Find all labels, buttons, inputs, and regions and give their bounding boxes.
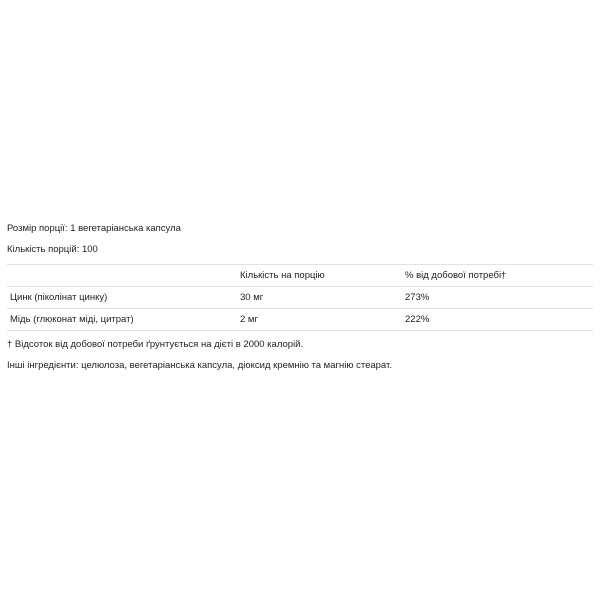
header-daily-value: % від добової потребі† [405,265,593,287]
header-amount-per-serving: Кількість на порцію [240,265,405,287]
ingredient-amount: 2 мг [240,309,405,331]
table-row [7,287,593,309]
serving-size: Розмір порції: 1 вегетаріанська капсула [7,223,181,234]
servings-per-container: Кількість порцій: 100 [7,244,98,255]
ingredient-amount: 30 мг [240,287,405,309]
other-ingredients: Інші інгредієнти: целюлоза, вегетаріанська капсула, діоксид кремнію та магнію стеарат. [7,360,392,371]
table-header-row [7,265,593,287]
ingredient-daily-value: 222% [405,309,593,331]
ingredient-name: Цинк (піколінат цинку) [7,287,240,309]
nutrition-table [7,264,593,331]
supplement-facts [7,222,593,373]
daily-value-footnote: † Відсоток від добової потреби ґрунтується на дієті в 2000 калорій. [7,339,304,350]
ingredient-name: Мідь (глюконат міді, цитрат) [7,309,240,331]
ingredient-daily-value: 273% [405,287,593,309]
header-ingredient [7,265,240,287]
table-row [7,309,593,331]
